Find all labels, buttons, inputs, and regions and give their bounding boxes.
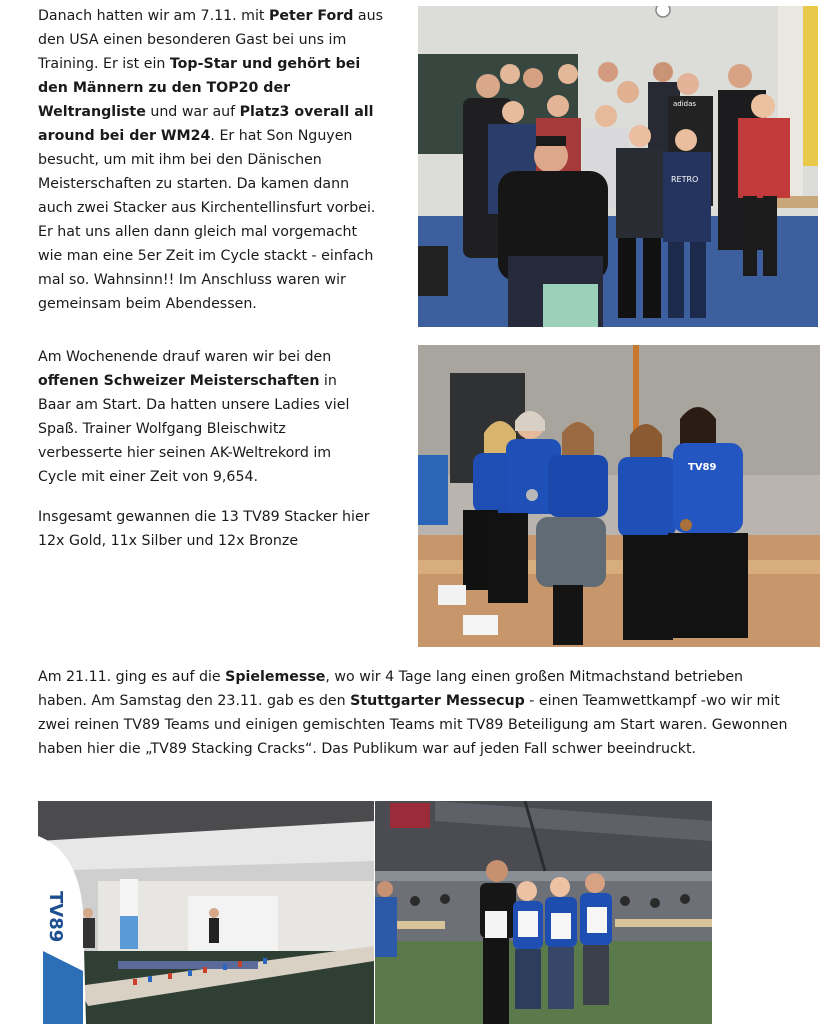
paragraph-swiss-championship: Am Wochenende drauf waren wir bei den offenen Schweizer Meisterschaften in Baar am Start. Da hatten unsere Ladies viel Spaß. Trainer Wolfgang Bleischwitz verbesserte hier seinen AK-Weltrekord im Cycle mit einer Zeit von 9,654. xyxy=(38,349,350,485)
group-photo xyxy=(418,6,818,327)
ladies-photo xyxy=(418,345,820,647)
shirt-text-retro: RETRO xyxy=(671,175,699,184)
paragraph-peter-ford: Danach hatten wir am 7.11. mit Peter Ford aus den USA einen besonderen Gast bei uns im Training. Er ist ein Top-Star und gehört bei den Männern zu den TOP20 der Weltrangliste und war auf Platz3 overall all around bei der WM24. Er hat Son Nguyen besucht, um mit ihm bei den Dänischen Meisterschaften zu starten. Da kamen dann auch zwei Stacker aus Kirchentellinsfurt vorbei. Er hat uns allen dann gleich mal vorgemacht wie man eine 5er Zeit im Cycle stackt - einfach mal so. Wahnsinn!! Im Anschluss waren wir gemeinsam beim Abendessen. xyxy=(38,8,383,312)
paragraph-medals: Insgesamt gewannen die 13 TV89 Stacker hier 12x Gold, 11x Silber und 12x Bronze xyxy=(38,509,370,549)
banner-text: TV89 xyxy=(45,891,66,943)
messe-team-photo xyxy=(375,801,712,1024)
jersey-text: TV89 xyxy=(688,462,717,473)
paragraph-spielemesse: Am 21.11. ging es auf die Spielemesse, wo wir 4 Tage lang einen großen Mitmachstand betrieben haben. Am Samstag den 23.11. gab es den Stuttgarter Messecup - einen Teamwettkampf -wo wir mit zwei reinen TV89 Teams und einigen gemischten Teams mit TV89 Beteiligung am Start waren. Gewonnen haben hier die „TV89 Stacking Cracks“. Das Publikum war auf jeden Fall schwer beeindruckt. xyxy=(38,669,788,757)
messe-booth-photo xyxy=(38,801,374,1024)
shirt-text-adidas: adidas xyxy=(673,100,697,108)
